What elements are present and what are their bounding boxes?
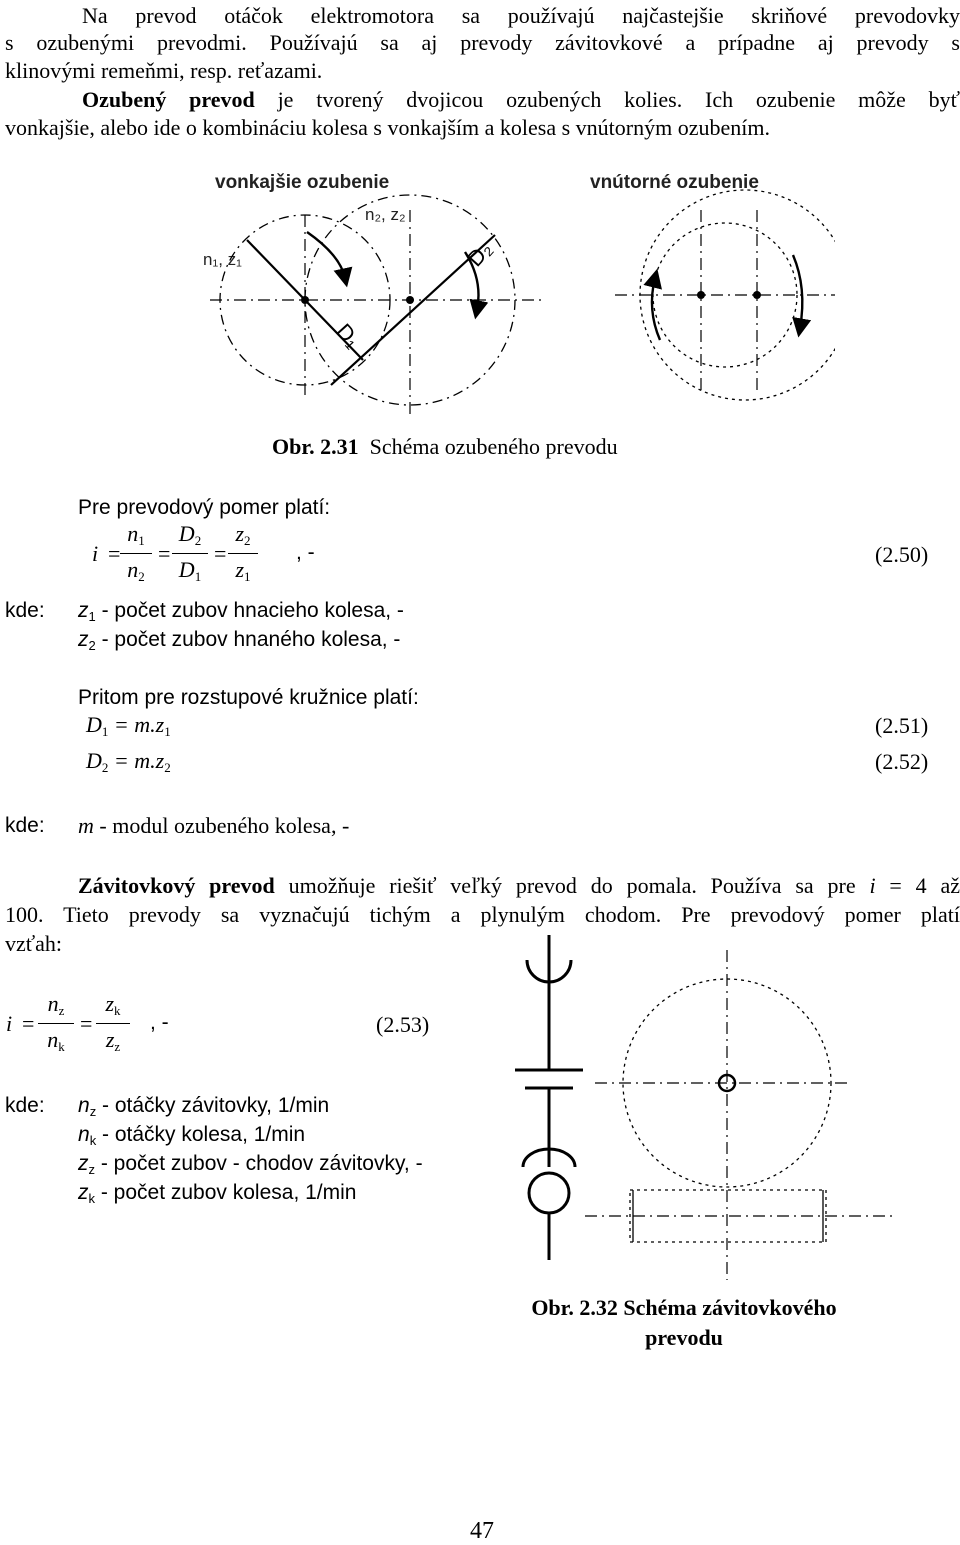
outer-gearing-label: vonkajšie ozubenie (215, 172, 390, 193)
n2-z2-label: n₂, z₂ (365, 205, 406, 224)
figure-2-32-caption: Obr. 2.32 Schéma závitovkového prevodu (531, 1295, 837, 1350)
frac2-den: $D_1$ (178, 557, 202, 584)
where-m: m - modul ozubeného kolesa, - (78, 813, 350, 838)
worm-ratio-equation: i = $n_z$ $n_k$ = $z_k$ $z_z$ , - (6, 991, 169, 1054)
frac1-den: $n_2$ (127, 557, 145, 584)
rotation-arrow-1 (307, 232, 345, 278)
inner-gearing-label: vnútorné ozubenie (590, 172, 759, 193)
gear-drive-diagram (195, 160, 835, 440)
figure-2-31-caption (272, 434, 618, 460)
where-zk: $z_k$ - počet zubov kolesa, 1/min (78, 1181, 357, 1206)
eq-tail: , - (296, 541, 315, 564)
where-z2: $z_2$ - počet zubov hnaného kolesa, - (78, 628, 401, 653)
worm-frac1-den: $n_k$ (47, 1027, 65, 1054)
intro-line-2: s ozubenými prevodmi. Používajú sa aj prevody závitovkové a prípadne aj prevody s (5, 30, 960, 55)
frac3-num: $z_2$ (235, 521, 251, 548)
eq-2-52: $D_2 = m.z_2$ (86, 748, 171, 775)
caption-number: Obr. 2.31 (272, 434, 359, 459)
where-label-1: kde: (5, 599, 45, 622)
intro-line-3: klinovými remeňmi, resp. reťazami. (5, 58, 323, 83)
term-worm-drive: Závitovkový prevod (78, 873, 275, 898)
intro-line-4-rest: je tvorený dvojicou ozubených kolies. Ich ozubenie môže byť (254, 87, 960, 112)
ratio-equation (92, 521, 342, 595)
where-nz: $n_z$ - otáčky závitovky, 1/min (78, 1094, 330, 1119)
d2-label: D₂ (462, 236, 498, 272)
eq-i: i (92, 541, 99, 566)
where-z1: $z_1$ - počet zubov hnacieho kolesa, - (78, 599, 404, 624)
worm-line-3: vzťah: (5, 931, 63, 956)
eq-2-52-number: (2.52) (875, 749, 929, 774)
rotation-arrow-4 (793, 255, 802, 328)
worm-frac2-num: $z_k$ (105, 991, 121, 1018)
worm-frac2-den: $z_z$ (105, 1027, 121, 1054)
worm-drive-diagram (505, 935, 915, 1280)
eq-sign-2: = (158, 541, 171, 566)
eq-2-53-number: (2.53) (376, 1012, 430, 1037)
caption-text: Schéma ozubeného prevodu (369, 434, 618, 459)
n1-z1-label: n₁, z₁ (203, 250, 242, 269)
intro-line-1: Na prevod otáčok elektromotora sa používajú najčastejšie skriňové prevodovky (82, 3, 960, 28)
d1-label: D₁ (331, 318, 366, 353)
worm-line-1: Závitovkový prevod umožňuje riešiť veľký prevod do pomala. Používa sa pre i = 4 až (78, 873, 960, 898)
eq-2-51: $D_1 = m.z_1$ (86, 712, 171, 739)
frac3-den: $z_1$ (235, 557, 251, 584)
where-label-2: kde: (5, 814, 45, 837)
intro-line-4 (82, 86, 960, 113)
where-nk: $n_k$ - otáčky kolesa, 1/min (78, 1123, 306, 1148)
frac2-num: $D_2$ (178, 521, 202, 548)
pitch-intro: Pritom pre rozstupové kružnice platí: (78, 686, 419, 709)
worm-line-2: 100. Tieto prevody sa vyznačujú tichým a plynulým chodom. Pre prevodový pomer platí (5, 902, 960, 927)
where-label-3: kde: (5, 1094, 45, 1117)
worm-frac1-num: $n_z$ (47, 991, 65, 1018)
eq-2-50-number: (2.50) (875, 542, 929, 567)
ratio-intro: Pre prevodový pomer platí: (78, 496, 331, 519)
eq-2-51-number: (2.51) (875, 713, 929, 738)
page-number: 47 (470, 1518, 494, 1544)
term-gear-drive: Ozubený prevod (82, 87, 255, 112)
eq-sign-1: = (108, 541, 121, 566)
rotation-arrow-3 (652, 278, 660, 340)
intro-line-5: vonkajšie, alebo ide o kombináciu kolesa s vonkajším a kolesa s vnútorným ozubením. (5, 115, 770, 140)
where-zz: $z_z$ - počet zubov - chodov závitovky, - (78, 1152, 423, 1177)
frac1-num: $n_1$ (127, 521, 145, 548)
eq-sign-3: = (214, 541, 227, 566)
